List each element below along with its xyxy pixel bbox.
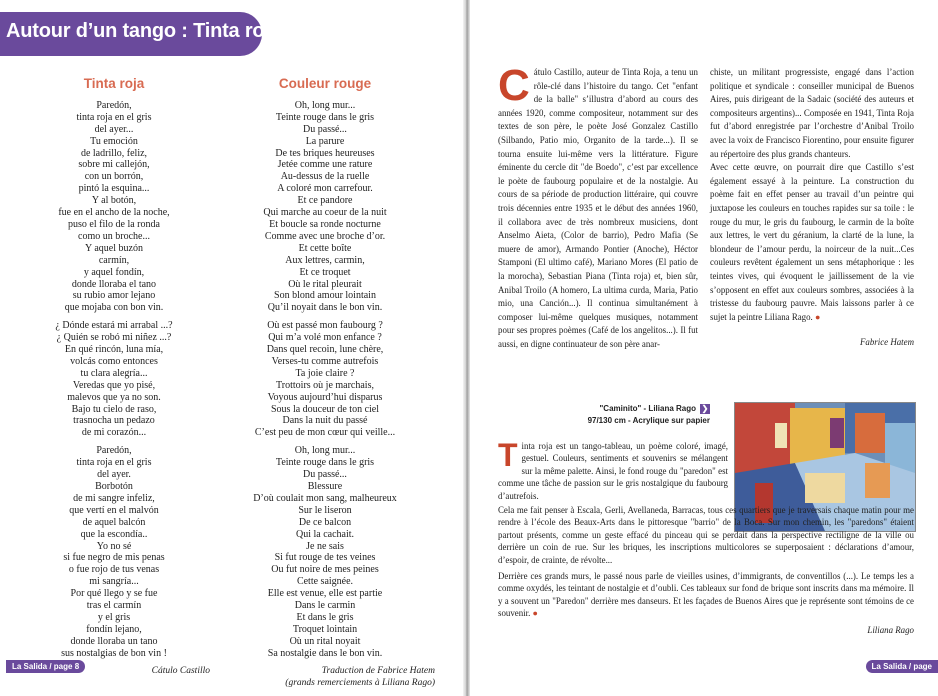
translator-line: Traduction de Fabrice Hatem — [321, 665, 435, 676]
page-title: Autour d’un tango : Tinta roja — [6, 20, 281, 42]
verse-line: Et dans le gris — [296, 611, 354, 623]
article-text-col1: átulo Castillo, auteur de Tinta Roja, a tenu un rôle-clé dans l’histoire du tango. Cet "enfant de la balle" s’illustra d’abord au cours des années 1920, comme compositeur, notamment sur des textes de son père, le poète José Gonzalez Castillo (Silbando, Patio mio, Organito de la tarde...). Il se tourna ensuite lui-même vers la littérature. Figure éminente du cercle dit "de Boedo", c’est par excellence le poète de faubourg populaire et de la nostalgie. Au cours de sa période de production littéraire, qui couvre trois décennies entre 1935 et le début des années 1960, il collabora avec de très nombreux musiciens, dont Anselmo Aieta, (Color de barrio), Pedro Mafia (Se muere de amor), Armando Pontier (Anoche), Héctor Stamponi (El ultimo café), Mariano Mores (El patio de la morocha), Sebastian Piana (Tinta roja) et, bien sûr, Anibal Troilo (A homero, La ultima curda, Maria, Patio mio, una Canción...). Il continua simultanément à composer lui-même quelques musiques, notamment pour ses propres poèmes (Café de los angelitos...). Il fut aussi, en digne continuateur de son père anar- — [498, 67, 698, 349]
verse-line: C’est peu de mon cœur qui veille... — [254, 427, 396, 439]
verse-line: De ce balcon — [298, 516, 352, 528]
verse-line: Où le rital pleurait — [288, 278, 362, 290]
verse-line: La parure — [305, 135, 345, 147]
verse-line: Et ce pandore — [297, 195, 353, 207]
verse-line: volcás como entonces — [70, 355, 158, 367]
stanza — [215, 320, 435, 439]
verse-line: Qui marche au coeur de la nuit — [263, 207, 387, 219]
verse-line: que mojaba con bon vin. — [64, 302, 164, 314]
verse-line: ¿ Quién se robó mi niñez ...? — [56, 332, 172, 344]
verse-line: Du passé... — [303, 469, 347, 481]
verse-line: Paredón, — [96, 99, 132, 111]
painting-caption — [570, 403, 710, 427]
verse-line: Teinte rouge dans le gris — [275, 111, 375, 123]
poem-spanish-stanzas — [14, 100, 214, 660]
artist-signature: Liliana Rago — [867, 624, 914, 635]
poem-spanish-author: Cátulo Castillo — [151, 665, 210, 676]
verse-line: malevos que ya no son. — [67, 391, 161, 403]
verse-line: Au-dessus de la ruelle — [280, 171, 370, 183]
verse-line: Où est passé mon faubourg ? — [267, 320, 383, 332]
verse-line: Dans la nuit du passé — [282, 415, 368, 427]
verse-line: Sa nostalgie dans le bon vin. — [267, 647, 383, 659]
verse-line: Jetée comme une rature — [277, 159, 373, 171]
stanza — [14, 445, 214, 659]
stanza — [14, 100, 214, 314]
verse-line: sobre mi callejón, — [78, 159, 150, 171]
verse-line: Blessure — [307, 481, 343, 492]
verse-line: Aux lettres, carmin, — [285, 254, 365, 266]
verse-line: Elle est venue, elle est partie — [267, 588, 383, 600]
verse-line: como un broche... — [78, 230, 150, 242]
verse-line: Sous la douceur de ton ciel — [270, 403, 380, 415]
verse-line: A coloré mon carrefour. — [277, 183, 373, 195]
verse-line: que vertí en el malvón — [69, 504, 159, 516]
stanza — [14, 320, 214, 439]
verse-line: fondín lejano, — [86, 623, 142, 635]
verse-line: carmín, — [98, 254, 130, 266]
verse-line: pintó la esquina... — [78, 183, 150, 195]
acknowledgement-line: (grands remerciements à Liliana Rago) — [285, 677, 435, 688]
verse-line: fue en el ancho de la noche, — [58, 207, 170, 219]
verse-line: Ou fut noire de mes peines — [271, 564, 379, 576]
dropcap-c: C — [498, 61, 530, 110]
footer-page-number: La Salida / page 8 — [6, 660, 85, 673]
verse-line: Qu’il noyait dans le bon vin. — [267, 302, 383, 314]
verse-line: puso el filo de la ronda — [68, 218, 160, 230]
poem-french-translator — [215, 666, 435, 690]
verse-line: Veredas que yo pisé, — [72, 379, 156, 391]
stanza — [215, 100, 435, 314]
verse-line: Paredón, — [96, 445, 132, 457]
verse-line: Por qué llego y se fue — [70, 588, 158, 600]
verse-line: Bajo tu cielo de raso, — [71, 403, 157, 415]
verse-line: y el gris — [97, 611, 131, 623]
verse-line: Si fut rouge de tes veines — [274, 552, 376, 564]
poem-spanish-title: Tinta roja — [83, 76, 145, 91]
verse-line: Je ne sais — [306, 540, 344, 552]
verse-line: ¿ Dónde estará mi arrabal ...? — [55, 320, 173, 332]
verse-line: Et boucle sa ronde nocturne — [269, 218, 381, 230]
verse-line: Teinte rouge dans le gris — [275, 457, 375, 469]
verse-line: Comme avec une broche d’or. — [264, 230, 386, 242]
poem-french-title: Couleur rouge — [278, 76, 372, 91]
verse-line: Ta joie claire ? — [295, 367, 355, 379]
verse-line: tu clara alegría... — [80, 367, 148, 379]
verse-line: tinta roja en el gris — [76, 457, 152, 469]
end-bullet: ● — [815, 311, 821, 322]
verse-line: Verses-tu comme autrefois — [271, 355, 379, 367]
verse-line: de aquel balcón — [82, 516, 146, 528]
verse-line: de ladrillo, feliz, — [80, 147, 148, 159]
article-column-1 — [498, 61, 698, 351]
poem-french — [215, 78, 435, 689]
verse-line: con un borrón, — [84, 171, 144, 183]
arrow-right-icon: ❯ — [701, 403, 709, 413]
verse-line: Borbotón — [95, 481, 133, 492]
verse-line: D’où coulait mon sang, malheureux — [253, 492, 397, 504]
verse-line: Dans quel recoin, lune chère, — [266, 344, 384, 356]
verse-line: que la escondía.. — [80, 528, 148, 540]
verse-line: Cette saignée. — [296, 576, 354, 588]
verse-line: Et cette boîte — [298, 242, 352, 254]
verse-line: Où un rital noyait — [289, 635, 361, 647]
verse-line: Et ce troquet — [299, 266, 351, 278]
verse-line: Sur le liseron — [298, 504, 352, 516]
verse-line: Tu emoción — [90, 135, 138, 147]
poem-spanish — [14, 78, 214, 678]
title-banner — [0, 12, 281, 56]
dropcap-t: T — [498, 437, 518, 473]
verse-line: Y al botón, — [91, 195, 137, 207]
verse-line: Yo no sé — [96, 540, 132, 552]
caption-details: 97/130 cm - Acrylique sur papier — [587, 416, 710, 425]
footer-page-number-right: La Salida / page — [866, 660, 938, 673]
poem-french-stanzas — [215, 100, 435, 660]
right-page — [470, 0, 938, 696]
verse-line: del ayer. — [97, 469, 131, 481]
stanza — [215, 445, 435, 659]
verse-line: Du passé... — [303, 123, 347, 135]
verse-line: su rubio amor lejano — [72, 290, 156, 302]
caption-title: "Caminito" - Liliana Rago — [599, 404, 696, 413]
artist-paragraph-2: Derrière ces grands murs, le passé nous parle de vieilles usines, d’immigrants, de conventillos (...). Le temps les a comme oxydés, les teintant de nostalgie et d’oubli. Ces tableaux sur fond de brique sont inscrits dans ma mémoire. Il y a souvent un "Paredon" derrière mes danseurs. Et les façades de Buenos Aires que je représente sont témoins de ce souvenir. — [498, 571, 914, 619]
verse-line: donde lloraba el tano — [71, 278, 157, 290]
verse-line: Troquet lointain — [292, 623, 358, 635]
verse-line: donde lloraba un tano — [70, 635, 158, 647]
artist-statement-body — [498, 504, 914, 636]
verse-line: Voyous aujourd’hui disparus — [267, 391, 383, 403]
verse-line: trasnocha un pedazo — [73, 415, 155, 427]
verse-line: Trottoirs où je marchais, — [276, 379, 374, 391]
verse-line: o fue rojo de tus venas — [68, 564, 160, 576]
book-spine — [463, 0, 470, 696]
article-text-col2b: Avec cette œuvre, on pourrait dire que Castillo s’est également essayé à la peinture. La construction du poème fait en effet penser au travail d’un peintre qui juxtapose les couleurs en touches rapides sur sa toile : le rouge du mur, le gris du faubourg, le carmin de la boîte aux lettres, le vert du géranium, la clarté de la lune, la blondeur de l’amour perdu, la noirceur de la nuit...Ces couleurs revêtent également un sens métaphorique : les teintes vives, qui évoquent le jaillissement de la vie s’opposent en effet aux couleurs sombres, associées à la tristesse du faubourg pauvre. Mais laissons parler à ce sujet la peintre Liliana Rago. — [710, 162, 914, 322]
verse-line: de mi corazón... — [81, 427, 147, 439]
verse-line: tras el carmín — [86, 600, 142, 612]
verse-line: Qui la cachait. — [295, 528, 355, 540]
artist-intro-text: inta roja est un tango-tableau, un poème coloré, imagé, gestuel. Couleurs, sentiments et souvenirs se mélangent sur la même palette. Ainsi, le fond rouge du "paredon" est comme une tâche de passion sur le gris nostalgique du faubourg d’autrefois. — [498, 441, 728, 501]
verse-line: De tes briques heureuses — [275, 147, 375, 159]
artist-paragraph-1: Cela me fait penser à Escala, Gerli, Avellaneda, Barracas, tous ces quartiers que je traversais chaque matin pour me rendre à l’école des Beaux-Arts dans le pittoresque "barrio" de la Boca. Sur mon chemin, les "paredons" étaient partout présents, comme un geste effacé du pinceau qui se perdait dans la perspective rectiligne de la ville ou derrière un coin de rue. Sur les briques, les inscriptions multicolores se superposaient : déclarations d’amour, d’espoir, de crainte, de révolte... — [498, 505, 914, 565]
verse-line: tinta roja en el gris — [76, 111, 152, 123]
verse-line: si fue negro de mis penas — [63, 552, 165, 564]
end-bullet-2: ● — [532, 608, 538, 619]
article-column-2 — [710, 66, 914, 350]
verse-line: sus nostalgias de bon vin ! — [61, 647, 167, 659]
artist-statement-intro — [498, 437, 728, 502]
verse-line: Son blond amour lointain — [274, 290, 376, 302]
verse-line: del ayer... — [94, 123, 134, 135]
verse-line: Oh, long mur... — [294, 99, 356, 111]
left-page — [0, 0, 466, 696]
verse-line: y aquel fondín, — [83, 266, 145, 278]
verse-line: mi sangría... — [89, 576, 139, 588]
article-author: Fabrice Hatem — [860, 337, 914, 348]
article-text-col2: chiste, un militant progressiste, engagé dans l’action politique et syndicale : conseiller municipal de Buenos Aires, puis dirigeant de la Sadaic (société des auteurs et compositeurs argentins)... Composée en 1941, Tinta Roja fut d’abord enregistrée par l’orchestre d’Anibal Troilo avec la voix de Francisco Fiorentino, pour ensuite figurer au répertoire des plus grands chanteurs. — [710, 67, 914, 159]
verse-line: En qué rincón, luna mía, — [64, 344, 164, 356]
verse-line: de mi sangre infeliz, — [73, 492, 155, 504]
verse-line: Y aquel buzón — [85, 242, 143, 254]
verse-line: Qui m’a volé mon enfance ? — [268, 332, 382, 344]
verse-line: Dans le carmin — [294, 600, 356, 612]
verse-line: Oh, long mur... — [294, 445, 356, 457]
